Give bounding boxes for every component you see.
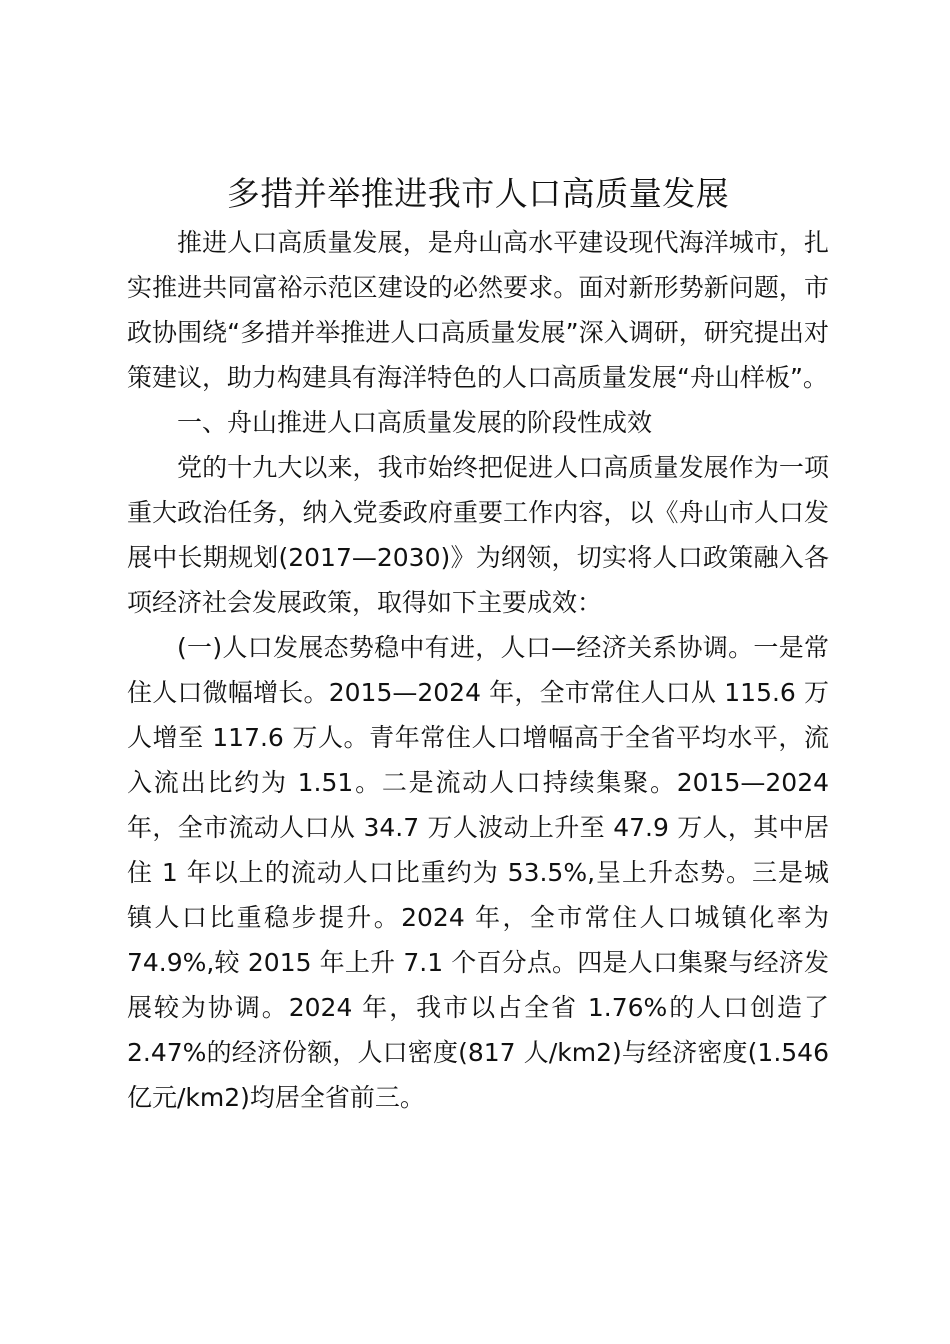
section-paragraph: 党的十九大以来，我市始终把促进人口高质量发展作为一项重大政治任务，纳入党委政府重要工作内容，以《舟山市人口发展中长期规划(2017—2030)》为纲领，切实将人口政策融入各项经济社会发展政策，取得如下主要成效： <box>127 453 829 617</box>
section-heading: 一、舟山推进人口高质量发展的阶段性成效 <box>177 408 653 437</box>
document-title: 多措并举推进我市人口高质量发展 <box>226 174 730 213</box>
intro-paragraph: 推进人口高质量发展，是舟山高水平建设现代海洋城市，扎实推进共同富裕示范区建设的必然要求。面对新形势新问题，市政协围绕“多措并举推进人口高质量发展”深入调研，研究提出对策建议，助力构建具有海洋特色的人口高质量发展“舟山样板”。 <box>127 228 829 392</box>
document-body <box>127 168 829 1120</box>
subsection-paragraph: (一)人口发展态势稳中有进，人口—经济关系协调。一是常住人口微幅增长。2015—2024 年，全市常住人口从 115.6 万人增至 117.6 万人。青年常住人口增幅高于全省平均水平，流入流出比约为 1.51。二是流动人口持续集聚。2015—2024 年，全市流动人口从 34.7 万人波动上升至 47.9 万人，其中居住 1 年以上的流动人口比重约为 53.5%,呈上升态势。三是城镇人口比重稳步提升。2024 年，全市常住人口城镇化率为 74.9%,较 2015 年上升 7.1 个百分点。四是人口集聚与经济发展较为协调。2024 年，我市以占全省 1.76%的人口创造了 2.47%的经济份额，人口密度(817 人/km2)与经济密度(1.546 亿元/km2)均居全省前三。 <box>127 633 829 1112</box>
